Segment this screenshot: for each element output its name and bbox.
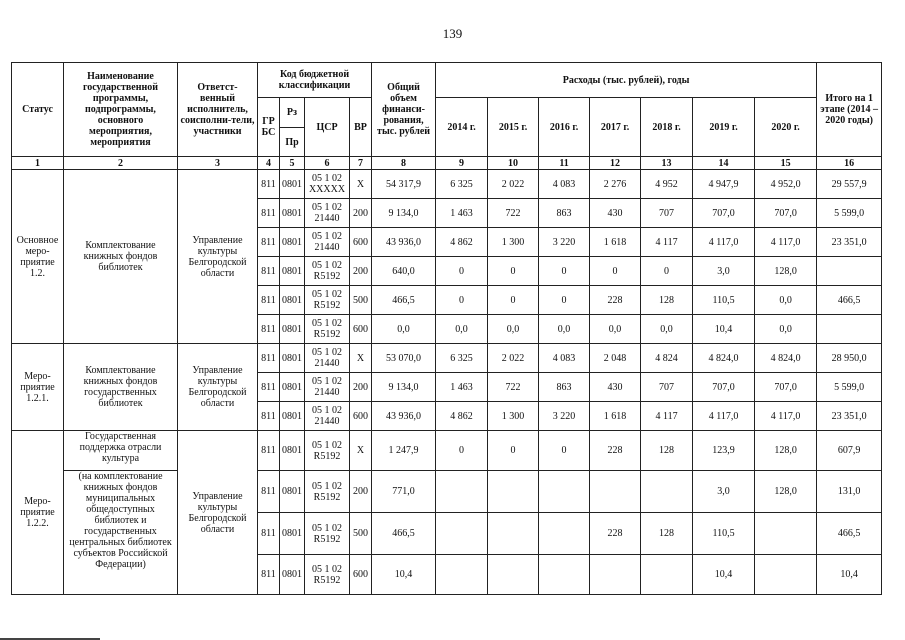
rzpr-cell: 0801 xyxy=(280,471,305,513)
year-2017-cell: 228 xyxy=(590,286,641,315)
table-row xyxy=(12,344,882,373)
executor-cell: Управление культуры Белгородской области xyxy=(178,431,258,595)
header-expenses: Расходы (тыс. рублей), годы xyxy=(436,63,817,98)
vr-cell: 600 xyxy=(350,315,372,344)
year-2014-cell xyxy=(436,471,488,513)
header-grbs: ГР БС xyxy=(258,98,280,157)
year-2018-cell: 128 xyxy=(641,431,693,471)
year-2020-cell: 707,0 xyxy=(755,199,817,228)
grbs-cell: 811 xyxy=(258,373,280,402)
rzpr-cell: 0801 xyxy=(280,555,305,595)
year-2018-cell: 707 xyxy=(641,199,693,228)
year-2018-cell xyxy=(641,555,693,595)
col-number: 14 xyxy=(693,157,755,170)
year-2017-cell: 430 xyxy=(590,199,641,228)
year-2020-cell: 4 117,0 xyxy=(755,402,817,431)
year-2015-cell: 0 xyxy=(488,286,539,315)
col-number: 16 xyxy=(817,157,882,170)
year-2018-cell: 128 xyxy=(641,286,693,315)
year-2019-cell: 707,0 xyxy=(693,199,755,228)
stage-total-cell xyxy=(817,315,882,344)
stage-total-cell: 23 351,0 xyxy=(817,228,882,257)
year-2020-cell xyxy=(755,513,817,555)
grbs-cell: 811 xyxy=(258,228,280,257)
total-cell: 53 070,0 xyxy=(372,344,436,373)
total-cell: 640,0 xyxy=(372,257,436,286)
total-cell: 43 936,0 xyxy=(372,402,436,431)
stage-total-cell xyxy=(817,257,882,286)
rzpr-cell: 0801 xyxy=(280,373,305,402)
total-cell: 466,5 xyxy=(372,513,436,555)
csr-cell: 05 1 02 R5192 xyxy=(305,513,350,555)
stage-total-cell: 607,9 xyxy=(817,431,882,471)
year-2017-cell: 430 xyxy=(590,373,641,402)
vr-cell: X xyxy=(350,431,372,471)
csr-cell: 05 1 02 R5192 xyxy=(305,257,350,286)
year-2015-cell: 722 xyxy=(488,373,539,402)
year-2020-cell: 0,0 xyxy=(755,315,817,344)
csr-cell: 05 1 02 21440 xyxy=(305,344,350,373)
year-2015-cell: 0 xyxy=(488,257,539,286)
year-2014-cell: 1 463 xyxy=(436,373,488,402)
year-2019-cell: 110,5 xyxy=(693,286,755,315)
col-number: 8 xyxy=(372,157,436,170)
year-2016-cell: 863 xyxy=(539,373,590,402)
year-2019-cell: 4 117,0 xyxy=(693,228,755,257)
header-rz: Рз xyxy=(280,98,305,128)
csr-cell: 05 1 02 R5192 xyxy=(305,471,350,513)
year-2017-cell: 1 618 xyxy=(590,402,641,431)
year-2020-cell: 4 952,0 xyxy=(755,170,817,199)
year-2014-cell: 4 862 xyxy=(436,228,488,257)
year-2014-cell: 0 xyxy=(436,431,488,471)
program-name-cell: Комплектование книжных фондов государственных библиотек xyxy=(64,344,178,431)
total-cell: 9 134,0 xyxy=(372,199,436,228)
stage-total-cell: 131,0 xyxy=(817,471,882,513)
year-2015-cell xyxy=(488,471,539,513)
year-2019-cell: 3,0 xyxy=(693,471,755,513)
total-cell: 9 134,0 xyxy=(372,373,436,402)
year-2018-cell xyxy=(641,471,693,513)
grbs-cell: 811 xyxy=(258,199,280,228)
grbs-cell: 811 xyxy=(258,431,280,471)
csr-cell: 05 1 02 21440 xyxy=(305,373,350,402)
vr-cell: 500 xyxy=(350,513,372,555)
year-2017-cell: 2 048 xyxy=(590,344,641,373)
rzpr-cell: 0801 xyxy=(280,431,305,471)
rzpr-cell: 0801 xyxy=(280,315,305,344)
vr-cell: X xyxy=(350,170,372,199)
year-2017-cell: 0,0 xyxy=(590,315,641,344)
stage-total-cell: 29 557,9 xyxy=(817,170,882,199)
rzpr-cell: 0801 xyxy=(280,199,305,228)
program-name-cell: Комплектование книжных фондов библиотек xyxy=(64,170,178,344)
year-2016-cell: 0 xyxy=(539,286,590,315)
table-row xyxy=(12,471,882,513)
year-2017-cell: 228 xyxy=(590,513,641,555)
stage-total-cell: 5 599,0 xyxy=(817,373,882,402)
vr-cell: 200 xyxy=(350,471,372,513)
stage-total-cell: 5 599,0 xyxy=(817,199,882,228)
total-cell: 43 936,0 xyxy=(372,228,436,257)
vr-cell: 200 xyxy=(350,257,372,286)
year-2019-cell: 707,0 xyxy=(693,373,755,402)
year-2014-cell xyxy=(436,513,488,555)
header-budget-code: Код бюджетной классификации xyxy=(258,63,372,98)
year-2016-cell: 4 083 xyxy=(539,170,590,199)
year-2015-cell: 2 022 xyxy=(488,170,539,199)
year-2015-cell: 0 xyxy=(488,431,539,471)
rzpr-cell: 0801 xyxy=(280,170,305,199)
stage-total-cell: 466,5 xyxy=(817,286,882,315)
year-2016-cell: 0,0 xyxy=(539,315,590,344)
header-csr: ЦСР xyxy=(305,98,350,157)
executor-cell: Управление культуры Белгородской области xyxy=(178,170,258,344)
year-2018-cell: 707 xyxy=(641,373,693,402)
header-year-2014: 2014 г. xyxy=(436,98,488,157)
year-2020-cell: 707,0 xyxy=(755,373,817,402)
year-2018-cell: 0 xyxy=(641,257,693,286)
grbs-cell: 811 xyxy=(258,471,280,513)
table-row xyxy=(12,170,882,199)
header-year-2019: 2019 г. xyxy=(693,98,755,157)
year-2016-cell xyxy=(539,471,590,513)
header-stage-total: Итого на 1 этапе (2014 – 2020 годы) xyxy=(817,63,882,157)
header-status: Статус xyxy=(12,63,64,157)
vr-cell: 500 xyxy=(350,286,372,315)
year-2017-cell: 1 618 xyxy=(590,228,641,257)
executor-cell: Управление культуры Белгородской области xyxy=(178,344,258,431)
year-2020-cell: 128,0 xyxy=(755,257,817,286)
year-2020-cell: 0,0 xyxy=(755,286,817,315)
csr-cell: 05 1 02 21440 xyxy=(305,402,350,431)
year-2015-cell xyxy=(488,513,539,555)
year-2019-cell: 4 824,0 xyxy=(693,344,755,373)
vr-cell: X xyxy=(350,344,372,373)
year-2019-cell: 10,4 xyxy=(693,315,755,344)
csr-cell: 05 1 02 21440 xyxy=(305,199,350,228)
col-number: 2 xyxy=(64,157,178,170)
header-total: Общий объем финанси-рования, тыс. рублей xyxy=(372,63,436,157)
year-2015-cell: 722 xyxy=(488,199,539,228)
col-number: 1 xyxy=(12,157,64,170)
total-cell: 466,5 xyxy=(372,286,436,315)
col-number: 11 xyxy=(539,157,590,170)
year-2017-cell: 0 xyxy=(590,257,641,286)
grbs-cell: 811 xyxy=(258,402,280,431)
rzpr-cell: 0801 xyxy=(280,513,305,555)
rzpr-cell: 0801 xyxy=(280,257,305,286)
year-2016-cell xyxy=(539,555,590,595)
year-2015-cell: 1 300 xyxy=(488,228,539,257)
status-cell: Меро-приятие 1.2.1. xyxy=(12,344,64,431)
rzpr-cell: 0801 xyxy=(280,228,305,257)
year-2016-cell: 0 xyxy=(539,431,590,471)
year-2020-cell: 128,0 xyxy=(755,471,817,513)
year-2015-cell xyxy=(488,555,539,595)
year-2014-cell xyxy=(436,555,488,595)
year-2014-cell: 1 463 xyxy=(436,199,488,228)
rzpr-cell: 0801 xyxy=(280,286,305,315)
total-cell: 771,0 xyxy=(372,471,436,513)
csr-cell: 05 1 02 R5192 xyxy=(305,555,350,595)
vr-cell: 600 xyxy=(350,555,372,595)
header-year-2015: 2015 г. xyxy=(488,98,539,157)
year-2020-cell: 4 117,0 xyxy=(755,228,817,257)
header-year-2017: 2017 г. xyxy=(590,98,641,157)
year-2019-cell: 110,5 xyxy=(693,513,755,555)
table-row xyxy=(12,431,882,471)
col-number: 10 xyxy=(488,157,539,170)
total-cell: 1 247,9 xyxy=(372,431,436,471)
year-2019-cell: 4 117,0 xyxy=(693,402,755,431)
grbs-cell: 811 xyxy=(258,315,280,344)
year-2016-cell xyxy=(539,513,590,555)
year-2018-cell: 4 824 xyxy=(641,344,693,373)
stage-total-cell: 23 351,0 xyxy=(817,402,882,431)
year-2017-cell xyxy=(590,555,641,595)
col-number: 13 xyxy=(641,157,693,170)
year-2020-cell: 4 824,0 xyxy=(755,344,817,373)
program-name-note-cell: (на комплектование книжных фондов муниципальных общедоступных библиотек и государственных центральных библиотек субъектов Российской Федерации) xyxy=(64,471,178,595)
col-number: 9 xyxy=(436,157,488,170)
year-2014-cell: 4 862 xyxy=(436,402,488,431)
year-2017-cell: 2 276 xyxy=(590,170,641,199)
grbs-cell: 811 xyxy=(258,344,280,373)
vr-cell: 600 xyxy=(350,402,372,431)
vr-cell: 200 xyxy=(350,199,372,228)
rzpr-cell: 0801 xyxy=(280,402,305,431)
year-2014-cell: 6 325 xyxy=(436,344,488,373)
col-number: 5 xyxy=(280,157,305,170)
year-2019-cell: 10,4 xyxy=(693,555,755,595)
csr-cell: 05 1 02 R5192 xyxy=(305,315,350,344)
year-2015-cell: 1 300 xyxy=(488,402,539,431)
stage-total-cell: 28 950,0 xyxy=(817,344,882,373)
year-2016-cell: 863 xyxy=(539,199,590,228)
status-cell: Меро-приятие 1.2.2. xyxy=(12,431,64,595)
grbs-cell: 811 xyxy=(258,170,280,199)
year-2016-cell: 3 220 xyxy=(539,402,590,431)
col-number: 15 xyxy=(755,157,817,170)
year-2016-cell: 3 220 xyxy=(539,228,590,257)
page-number: 139 xyxy=(442,26,463,41)
year-2017-cell: 228 xyxy=(590,431,641,471)
year-2019-cell: 123,9 xyxy=(693,431,755,471)
csr-cell: 05 1 02 XXXXX xyxy=(305,170,350,199)
col-number: 6 xyxy=(305,157,350,170)
grbs-cell: 811 xyxy=(258,513,280,555)
vr-cell: 600 xyxy=(350,228,372,257)
year-2017-cell xyxy=(590,471,641,513)
header-program: Наименование государственной программы, подпрограммы, основного мероприятия, мероприятия xyxy=(64,63,178,157)
year-2018-cell: 4 117 xyxy=(641,228,693,257)
header-pr: Пр xyxy=(280,128,305,157)
grbs-cell: 811 xyxy=(258,555,280,595)
total-cell: 54 317,9 xyxy=(372,170,436,199)
year-2016-cell: 4 083 xyxy=(539,344,590,373)
year-2019-cell: 3,0 xyxy=(693,257,755,286)
year-2014-cell: 0 xyxy=(436,286,488,315)
csr-cell: 05 1 02 21440 xyxy=(305,228,350,257)
vr-cell: 200 xyxy=(350,373,372,402)
year-2020-cell: 128,0 xyxy=(755,431,817,471)
year-2014-cell: 6 325 xyxy=(436,170,488,199)
year-2015-cell: 0,0 xyxy=(488,315,539,344)
program-name-cell: Государственная поддержка отрасли культура xyxy=(64,431,178,471)
stage-total-cell: 466,5 xyxy=(817,513,882,555)
year-2018-cell: 0,0 xyxy=(641,315,693,344)
header-vr: ВР xyxy=(350,98,372,157)
csr-cell: 05 1 02 R5192 xyxy=(305,431,350,471)
header-year-2020: 2020 г. xyxy=(755,98,817,157)
year-2018-cell: 4 117 xyxy=(641,402,693,431)
year-2020-cell xyxy=(755,555,817,595)
stage-total-cell: 10,4 xyxy=(817,555,882,595)
year-2018-cell: 4 952 xyxy=(641,170,693,199)
col-number: 7 xyxy=(350,157,372,170)
year-2016-cell: 0 xyxy=(539,257,590,286)
status-cell: Основное меро-приятие 1.2. xyxy=(12,170,64,344)
year-2014-cell: 0,0 xyxy=(436,315,488,344)
header-executor: Ответст-венный исполнитель, соисполни-тели, участники xyxy=(178,63,258,157)
grbs-cell: 811 xyxy=(258,286,280,315)
header-year-2016: 2016 г. xyxy=(539,98,590,157)
total-cell: 0,0 xyxy=(372,315,436,344)
header-year-2018: 2018 г. xyxy=(641,98,693,157)
year-2015-cell: 2 022 xyxy=(488,344,539,373)
year-2014-cell: 0 xyxy=(436,257,488,286)
year-2019-cell: 4 947,9 xyxy=(693,170,755,199)
csr-cell: 05 1 02 R5192 xyxy=(305,286,350,315)
budget-table xyxy=(11,62,882,595)
col-number: 3 xyxy=(178,157,258,170)
grbs-cell: 811 xyxy=(258,257,280,286)
rzpr-cell: 0801 xyxy=(280,344,305,373)
col-number: 12 xyxy=(590,157,641,170)
total-cell: 10,4 xyxy=(372,555,436,595)
col-number: 4 xyxy=(258,157,280,170)
year-2018-cell: 128 xyxy=(641,513,693,555)
